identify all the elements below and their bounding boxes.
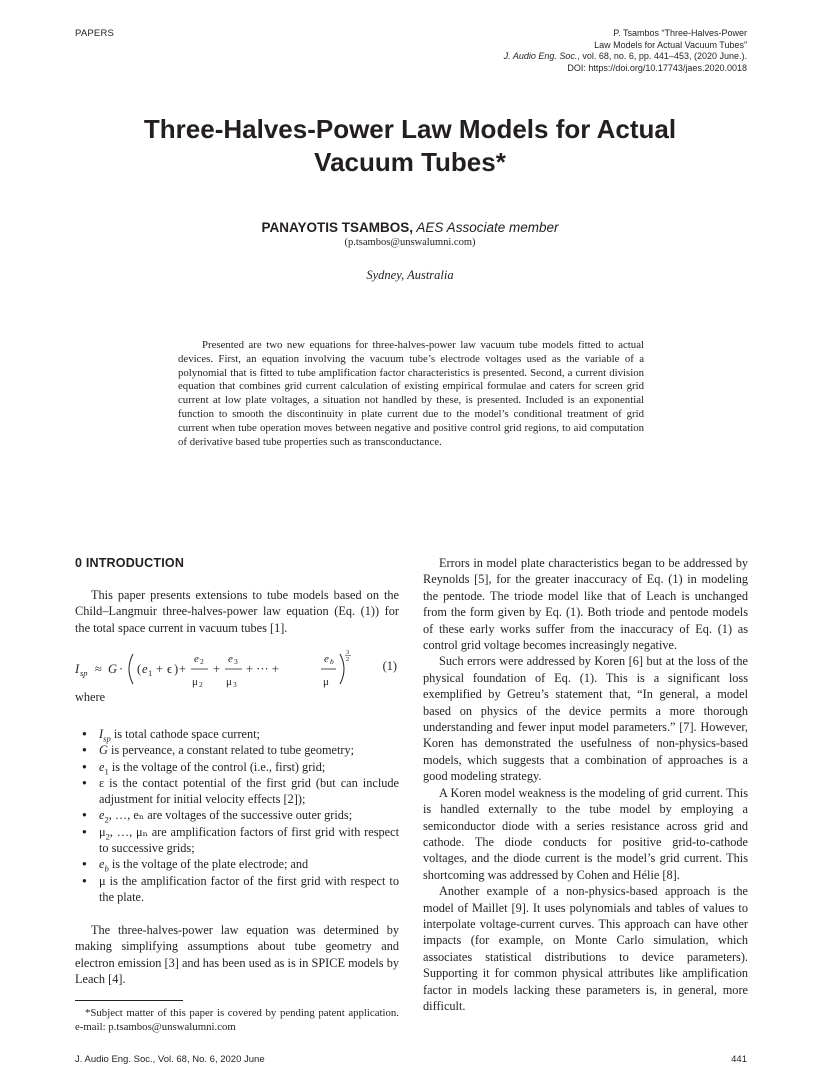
journal-name: J. Audio Eng. Soc. [503,51,578,61]
definition-text: is perveance, a constant related to tube geometry; [107,743,355,758]
author-line [60,220,760,236]
list-item [75,775,399,808]
page-footer-journal: J. Audio Eng. Soc., Vol. 68, No. 6, 2020 June [75,1054,265,1065]
author-email: (p.tsambos@unswalumni.com) [344,237,476,248]
symbol-subscript: sp [103,733,111,744]
svg-text:2: 2 [199,680,203,689]
footnote: *Subject matter of this paper is covered by pending patent application. e-mail: p.tsambos@unswalumni.com [75,1007,399,1034]
svg-text:I: I [75,662,80,676]
paragraph-text: This paper presents extensions to tube models based on the Child–Langmuir three-halves-power law equation (Eq. (1)) for the total space current in vacuum tubes [1]. [75,588,399,635]
intro-paragraph-1 [75,587,399,636]
list-item [75,807,399,823]
symbol: e [99,808,105,823]
author-name: PANAYOTIS TSAMBOS, [261,220,414,235]
svg-text:e: e [194,653,199,665]
svg-text:μ: μ [192,676,198,688]
svg-text:·: · [119,662,124,676]
svg-text:(: ( [137,662,142,676]
svg-text:e: e [228,653,233,665]
svg-text:ϵ: ϵ [167,662,173,676]
symbol: μ [99,873,106,888]
right-column [423,555,748,1014]
svg-text:3: 3 [346,649,350,656]
abstract: Presented are two new equations for three-halves-power law vacuum tube models fitted to actual devices. First, an equation involving the vacuum tube’s electrode voltages used as the variable of a polynomial that is fitted to tube amplification factor characteristics is presented. Second, a current division equation that combines grid current calculation of existing empirical formulae and caters for screen grid current at low plate voltages, a situation not handled by these, is presented. Included is an exponential function to smooth the discontinuity in plate current due to the model’s conditional treatment of grid current when tube operation moves between negative and positive control grid regions, to aid computation of derivative based tube properties such as transconductance. [178,339,644,448]
definition-text: is the voltage of the control (i.e., first) grid; [108,759,326,774]
definition-text: , …, μₙ are amplification factors of first grid with respect to successive grids; [99,824,399,856]
svg-text:μ: μ [226,676,232,688]
svg-text:e: e [324,653,329,665]
definition-text: is the voltage of the plate electrode; and [108,857,309,872]
footnote-rule [75,1000,183,1001]
paragraph-text: Such errors were addressed by Koren [6] but at the loss of the physical foundation of Eq. (1). This is a significant loss exemplified by Getreu’s statement that, “In general, a model based on physics of the device permits a more thorough understanding and fewer input model parameters.” [7]. However, Koren has demonstrated the usefulness of non-physics-based models, which suggests that a combination of approaches is a good modeling strategy. [423,654,748,784]
svg-text:): ) [174,662,179,676]
svg-text:3: 3 [234,657,238,666]
svg-text:2: 2 [346,656,350,663]
where-label: where [75,690,106,704]
symbol-subscript: b [104,863,109,874]
svg-text:b: b [330,657,334,666]
variable-definitions-list [75,726,399,905]
definition-text: , …, eₙ are voltages of the successive outer grids; [108,808,353,823]
svg-text:+ ··· +: + ··· + [246,662,279,676]
page-number: 441 [731,1054,747,1065]
svg-text:+: + [213,662,221,676]
symbol-subscript: 1 [104,766,109,777]
definition-text: is the amplification factor of the first grid with respect to the plate. [99,873,399,904]
list-item [75,759,399,775]
svg-text:+: + [179,662,187,676]
citation-details: , vol. 68, no. 6, pp. 441–453, (2020 June.). [577,51,747,61]
citation-line-2: Law Models for Actual Vacuum Tubes” [594,39,747,50]
svg-text:≈: ≈ [95,662,102,676]
author-membership: AES Associate member [416,220,559,235]
running-header-section: PAPERS [75,28,115,39]
paragraph-text: Errors in model plate characteristics began to be addressed by Reynolds [5], for the greater inaccuracy of Eq. (1) in modeling the pentode. The triode model like that of Leach is unchanged from the form given by Eq. (1). Both triode and pentode models of these early works suffer from the inaccuracy of Eq. (1) as control grid voltage becomes increasingly negative. [423,556,748,653]
equation-1 [75,646,399,688]
equation-number: (1) [382,659,397,673]
paragraph-text: A Koren model weakness is the modeling of grid current. This is handled externally to the tube model by employing a semiconductor diode with a series resistance across grid and cathode. The diode conducts for positive grid-to-cathode voltages, and the diode current is the model’s grid current. This shortcoming was addressed by Cohen and Hélie [8]. [423,785,748,882]
list-item [75,742,399,758]
svg-text:2: 2 [200,657,204,666]
list-item [75,856,399,872]
svg-text:3: 3 [233,680,237,689]
svg-text:+: + [156,662,164,676]
svg-text:sp: sp [80,668,88,678]
symbol: e [99,857,105,872]
citation-line-3 [387,51,747,63]
doi-link[interactable]: DOI: https://doi.org/10.17743/jaes.2020.0018 [567,62,747,73]
symbol: G [99,743,108,758]
svg-text:μ: μ [323,676,329,688]
section-heading: 0 INTRODUCTION [75,556,185,570]
author-affiliation: Sydney, Australia [366,268,454,282]
symbol: μ [99,824,106,839]
list-item [75,824,399,857]
list-item [75,873,399,906]
paper-title [60,113,760,179]
intro-paragraph-2 [75,922,399,988]
svg-text:G: G [108,662,118,676]
symbol: ε [99,775,105,790]
paragraph-text: Another example of a non-physics-based approach is the model of Maillet [9]. It uses polynomials and tables of values to interpolate voltage-current curves. This approach can have other impacts (for example, on Monte Carlo simulation, which associates statistical distributions to device parameters). Supporting it for common physical attributes like amplification factor in models lacking these parameters is, in general, more difficult. [423,884,748,1013]
paragraph-text: The three-halves-power law equation was determined by making simplifying assumptions about tube geometry and electron emission [3] and has been used as is in SPICE models by Leach [4]. [75,923,399,987]
title-line-1: Three-Halves-Power Law Models for Actual [143,114,677,144]
citation-line-1: P. Tsambos “Three-Halves-Power [613,28,747,38]
definition-text: is the contact potential of the first grid (but can include adjustment for initial velocity effects [2]); [99,775,399,807]
svg-text:e: e [142,662,148,676]
running-header-citation [387,28,747,74]
symbol-subscript: 2 [105,831,110,842]
title-line-2: Vacuum Tubes* [314,147,506,177]
svg-text:1: 1 [148,668,153,678]
symbol-subscript: 2 [104,814,109,825]
symbol: I [99,727,104,741]
definition-text: is total cathode space current; [110,727,260,741]
list-item [75,726,399,742]
equation-graphic [75,646,375,690]
symbol: e [99,759,105,774]
